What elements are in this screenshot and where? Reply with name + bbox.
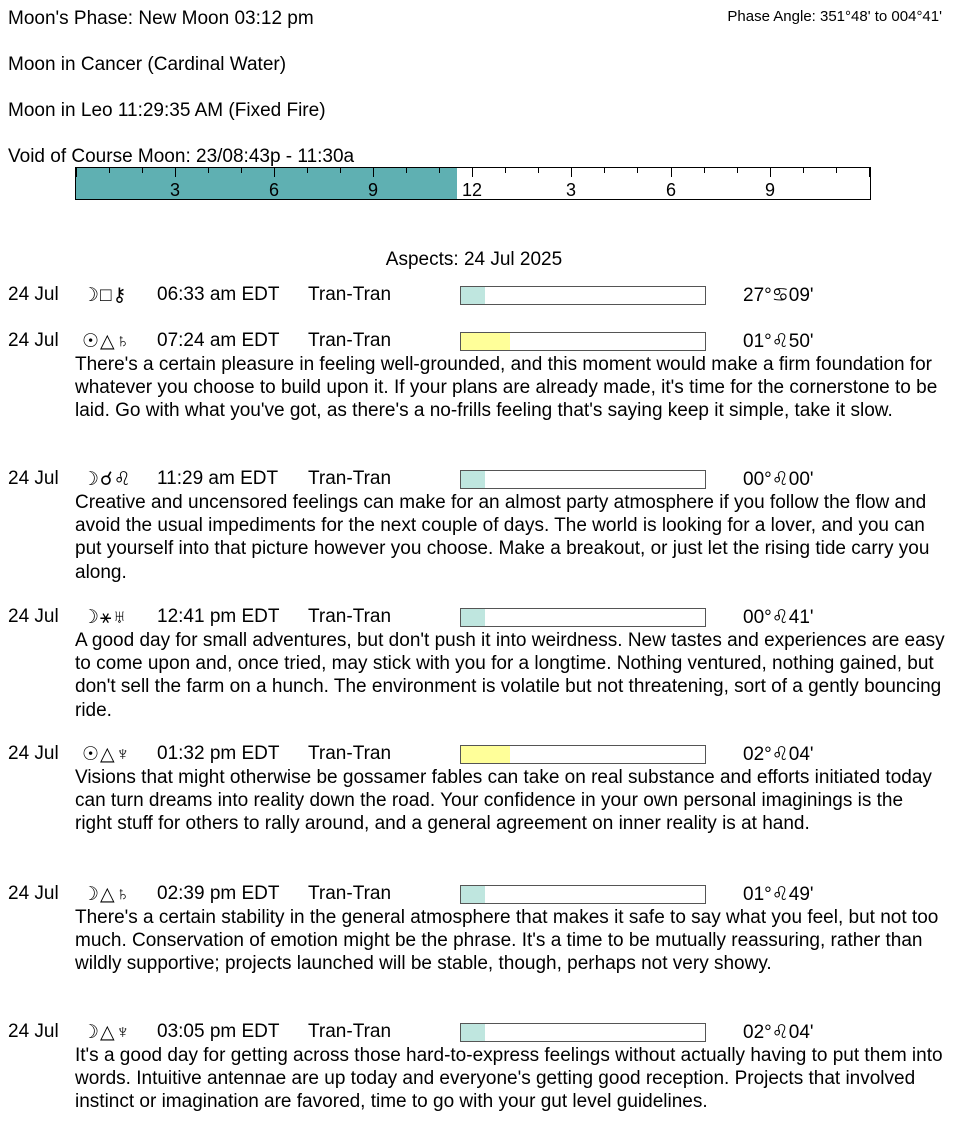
timeline-tick [373, 168, 374, 177]
aspect-type: Tran-Tran [308, 606, 392, 627]
aspect-degree: 02°♌04' [743, 744, 814, 765]
timeline-tick [737, 168, 738, 173]
timeline-hour-label: 3 [565, 180, 577, 200]
aspect-strength-fill [461, 746, 510, 763]
timeline-hour-label: 12 [461, 180, 483, 200]
timeline-hour-label: 9 [367, 180, 379, 200]
aspect-degree: 00°♌00' [743, 469, 814, 490]
aspect-degree: 27°♋09' [743, 285, 814, 306]
aspect-description: Visions that might otherwise be gossamer fables can take on real substance and efforts initiated today can turn dreams into reality down the road. Your confidence in your own personal imaginings is the right stuff for others to rally around, and a general agreement on inner reality is at hand. [75, 767, 932, 835]
aspect-description: It's a good day for getting across those hard-to-express feelings without actually having to put them into words. Intuitive antennae are up today and everyone's getting good reception. Projects that involved instinct or imagination are favored, time to go with your gut level guidelines. [75, 1045, 943, 1113]
aspect-type: Tran-Tran [308, 468, 392, 489]
aspect-strength-bar [460, 286, 706, 305]
timeline-tick [274, 168, 275, 177]
aspect-glyphs: ☉△♆ [82, 744, 131, 765]
timeline-tick [76, 168, 77, 177]
moon-phase-text: Moon's Phase: New Moon 03:12 pm [8, 8, 314, 29]
timeline-tick [803, 168, 804, 173]
aspect-description: A good day for small adventures, but don't push it into weirdness. New tastes and experiences are easy to come upon and, once tried, may stick with you for a longtime. Nothing ventured, nothing gained, but don't sell the farm on a hunch. The environment is volatile but not threatening, sort of a gently bouncing ride. [75, 630, 945, 721]
phase-angle-text: Phase Angle: 351°48' to 004°41' [727, 8, 942, 25]
timeline-tick [770, 168, 771, 177]
timeline-hour-label: 3 [169, 180, 181, 200]
aspect-time: 02:39 pm EDT [157, 883, 280, 904]
aspect-date: 24 Jul [8, 743, 59, 764]
aspect-time: 11:29 am EDT [157, 468, 279, 489]
aspect-date: 24 Jul [8, 606, 59, 627]
aspect-date: 24 Jul [8, 883, 59, 904]
timeline-tick [439, 168, 440, 173]
aspect-type: Tran-Tran [308, 330, 392, 351]
aspect-type: Tran-Tran [308, 743, 392, 764]
moon-ingress-text: Moon in Leo 11:29:35 AM (Fixed Fire) [8, 100, 326, 121]
aspect-date: 24 Jul [8, 284, 59, 305]
aspect-strength-bar [460, 745, 706, 764]
aspect-glyphs: ☽△♄ [82, 884, 131, 905]
aspect-strength-bar [460, 608, 706, 627]
timeline-tick [472, 168, 473, 177]
timeline-tick [241, 168, 242, 173]
aspect-type: Tran-Tran [308, 1021, 392, 1042]
aspect-glyphs: ☽△♆ [82, 1022, 131, 1043]
aspect-time: 06:33 am EDT [157, 284, 280, 305]
timeline-tick [571, 168, 572, 177]
timeline-tick [836, 168, 837, 173]
timeline-tick [175, 168, 176, 177]
aspect-strength-fill [461, 609, 485, 626]
aspect-strength-fill [461, 333, 510, 350]
aspect-date: 24 Jul [8, 1021, 59, 1042]
aspect-glyphs: ☽□⚷ [82, 285, 128, 306]
moon-sign-text: Moon in Cancer (Cardinal Water) [8, 54, 287, 75]
aspect-time: 07:24 am EDT [157, 330, 280, 351]
aspect-strength-bar [460, 332, 706, 351]
void-of-course-fill [76, 168, 457, 199]
void-of-course-text: Void of Course Moon: 23/08:43p - 11:30a [8, 146, 355, 167]
aspect-date: 24 Jul [8, 468, 59, 489]
aspect-degree: 01°♌50' [743, 331, 814, 352]
aspect-time: 03:05 pm EDT [157, 1021, 280, 1042]
timeline-tick [142, 168, 143, 173]
aspect-strength-fill [461, 471, 485, 488]
timeline-hour-label: 6 [268, 180, 280, 200]
aspect-type: Tran-Tran [308, 284, 392, 305]
aspect-description: Creative and uncensored feelings can make for an almost party atmosphere if you follow the flow and avoid the usual impediments for the next couple of days. The world is looking for a lover, and you can put yourself into that picture however you choose. Make a breakout, or just let the rising tide carry you along. [75, 492, 930, 583]
aspect-glyphs: ☽☌♌ [82, 469, 132, 490]
aspect-strength-fill [461, 886, 485, 903]
timeline-tick [604, 168, 605, 173]
aspect-strength-bar [460, 470, 706, 489]
timeline-hour-label: 6 [665, 180, 677, 200]
aspect-date: 24 Jul [8, 330, 59, 351]
timeline-tick [869, 168, 870, 177]
aspect-description: There's a certain pleasure in feeling well-grounded, and this moment would make a firm foundation for whatever you choose to build upon it. If your plans are already made, it's time for the cornerstone to be laid. Go with what you've got, as there's a no-frills feeling that's saying keep it simple, take it slow. [75, 354, 938, 422]
aspect-strength-bar [460, 885, 706, 904]
aspect-strength-fill [461, 287, 485, 304]
void-of-course-timeline [75, 167, 871, 200]
aspect-degree: 00°♌41' [743, 607, 814, 628]
aspect-strength-fill [461, 1024, 485, 1041]
aspect-glyphs: ☉△♄ [82, 331, 131, 352]
timeline-tick [671, 168, 672, 177]
aspect-glyphs: ☽⚹♅ [82, 607, 128, 628]
timeline-tick [406, 168, 407, 173]
aspect-type: Tran-Tran [308, 883, 392, 904]
aspect-degree: 01°♌49' [743, 884, 814, 905]
aspect-description: There's a certain stability in the general atmosphere that makes it safe to say what you feel, but not too much. Conservation of emotion might be the phrase. It's a time to be mutually reassuring, rather than wildly supportive; projects launched will be stable, though, perhaps not very showy. [75, 907, 939, 975]
timeline-tick [109, 168, 110, 173]
timeline-tick [505, 168, 506, 173]
timeline-tick [208, 168, 209, 173]
timeline-hour-label: 9 [764, 180, 776, 200]
timeline-tick [704, 168, 705, 173]
timeline-tick [538, 168, 539, 173]
aspect-time: 12:41 pm EDT [157, 606, 280, 627]
timeline-tick [637, 168, 638, 173]
aspect-time: 01:32 pm EDT [157, 743, 280, 764]
aspects-title: Aspects: 24 Jul 2025 [385, 249, 563, 270]
aspect-degree: 02°♌04' [743, 1022, 814, 1043]
aspect-strength-bar [460, 1023, 706, 1042]
timeline-tick [307, 168, 308, 173]
timeline-tick [340, 168, 341, 173]
